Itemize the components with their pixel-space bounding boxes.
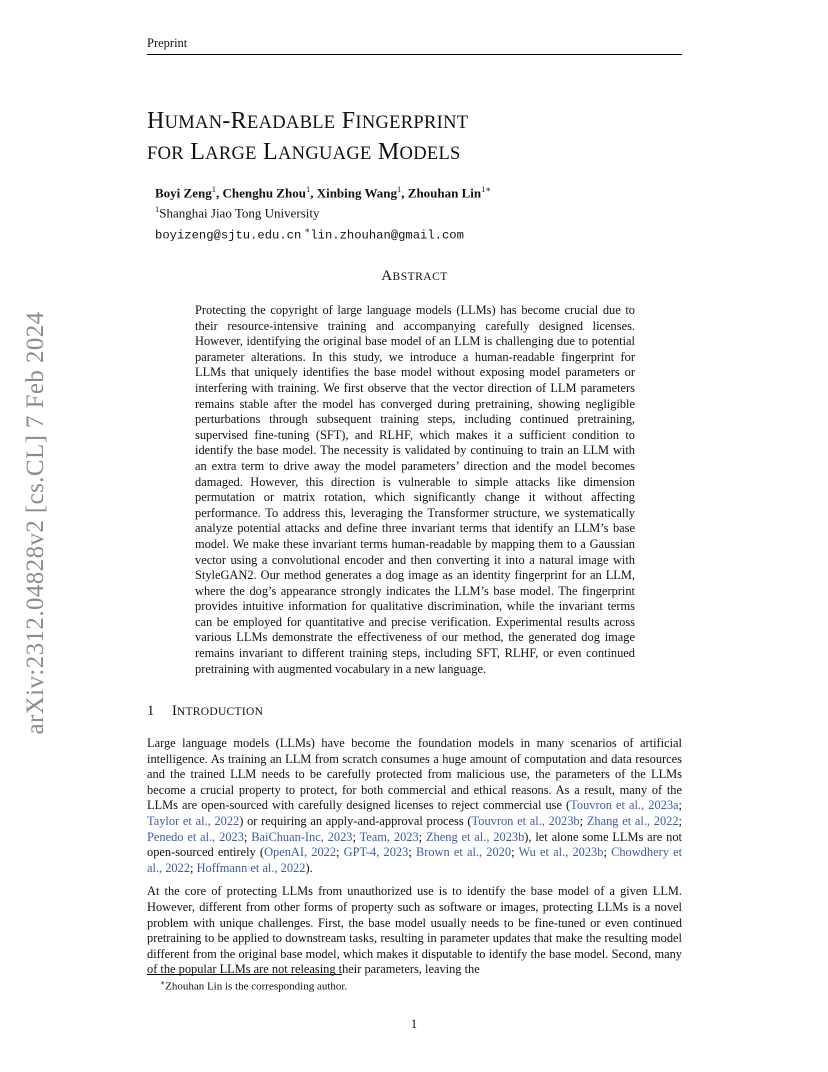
arxiv-identifier-stamp	[20, 295, 52, 750]
citation-link[interactable]: Zheng et al., 2023b	[425, 829, 525, 844]
paragraph-text: ;	[678, 813, 682, 828]
page-number: 1	[410, 1017, 418, 1031]
title-line-2: FOR LARGE LANGUAGE MODELS	[147, 139, 461, 165]
citation-link[interactable]: BaiChuan-Inc, 2023	[251, 829, 353, 844]
footnote: ∗Zhouhan Lin is the corresponding author.	[160, 978, 348, 993]
paragraph-text: ;	[408, 845, 416, 860]
citation-link[interactable]: GPT-4, 2023	[343, 845, 409, 860]
author-name: Xinbing Wang	[316, 185, 398, 201]
citation-link[interactable]: Touvron et al., 2023a	[570, 798, 679, 813]
author-emails: boyizeng@sjtu.edu.cn ∗lin.zhouhan@gmail.com	[155, 224, 464, 242]
arxiv-identifier-text: arXiv:2312.04828v2 [cs.CL] 7 Feb 2024	[22, 310, 49, 735]
author-affiliation: $^1$Shanghai Jiao Tong University	[155, 204, 320, 221]
citation-link[interactable]: Wu et al., 2023b	[518, 845, 604, 860]
paragraph-text: ), let alone some LLMs are not open-sourced entirely (	[147, 829, 682, 860]
introduction-body	[147, 736, 682, 986]
abstract-heading: ABSTRACT	[381, 268, 448, 284]
citation-link[interactable]: Touvron et al., 2023b	[471, 813, 580, 828]
citation-link[interactable]: Zhang et al., 2022	[586, 813, 679, 828]
paragraph-text: Large language models (LLMs) have become the foundation models in many scenarios of artificial intelligence. As training an LLM from scratch consumes a huge amount of computation and data resources and the trained LLM needs to be carefully protected from malicious use, the parameters of the LLMs become a crucial property to protect, for both commercial and ethical reasons. As a result, many of the LLMs are open-sourced with carefully designed licenses to reject commercial use (	[147, 736, 682, 813]
paragraph-text: ;	[336, 845, 344, 860]
email-link[interactable]: lin.zhouhan@gmail.com	[310, 227, 464, 242]
paragraph-text: ;	[190, 860, 197, 875]
citation-link[interactable]: Penedo et al., 2023	[147, 829, 244, 844]
paragraph-text: ;	[243, 829, 252, 844]
paragraph-text: ) or requiring an apply-and-approval process (	[239, 813, 472, 828]
citation-link[interactable]: Brown et al., 2020	[415, 845, 512, 860]
paper-title	[147, 107, 707, 169]
intro-paragraph-2: At the core of protecting LLMs from unauthorized use is to identify the base model of a given LLM. However, different from other forms of property such as software or images, protecting LLMs is a novel problem with unique challenges. First, the base model usually needs to be fine-tuned or even continued pretraining to be applied to downstream tasks, resulting in parameter updates that make the resulting model different from the original base model, which makes it disputable to identify the base model. Second, many of the popular LLMs are not releasing their parameters, leaving the	[147, 884, 682, 977]
citation-link[interactable]: Chowdhery et al., 2022	[147, 845, 683, 875]
author-name: Boyi Zeng	[155, 185, 212, 201]
paragraph-text: ;	[579, 813, 587, 828]
section-heading-introduction: 1 INTRODUCTION	[147, 703, 264, 719]
citation-link[interactable]: Hoffmann et al., 2022	[196, 860, 306, 875]
citation-link[interactable]: Taylor et al., 2022	[147, 813, 240, 828]
paragraph-text: ).	[305, 860, 313, 875]
author-block	[155, 181, 675, 244]
author-names: Boyi Zeng$^1$, Chenghu Zhou$^1$, Xinbing Wang$^1$, Zhouhan Lin$^{1∗}$	[155, 184, 492, 201]
email-link[interactable]: boyizeng@sjtu.edu.cn	[155, 227, 302, 242]
paragraph-text: ;	[418, 829, 426, 844]
citation-link[interactable]: OpenAI, 2022	[264, 845, 337, 860]
paragraph-text: ;	[603, 845, 612, 860]
author-name: Chenghu Zhou	[222, 185, 306, 201]
abstract-text: Protecting the copyright of large language models (LLMs) has become crucial due to their resource-intensive training and accompanying carefully designed licenses. However, identifying the original base model of an LLM is challenging due to potential parameter alterations. In this study, we introduce a human-readable fingerprint for LLMs that uniquely identifies the base model without exposing model parameters or interfering with training. We first observe that the vector direction of LLM parameters remains stable after the model has converged during pretraining, showing negligible perturbations through subsequent training steps, including continued pretraining, supervised fine-tuning (SFT), and RLHF, which makes it a sufficient condition to identify the base model. The necessity is validated by continuing to train an LLM with an extra term to drive away the model parameters’ direction and the model becomes damaged. However, this direction is vulnerable to simple attacks like dimension permutation or matrix rotation, which significantly change it without affecting performance. To address this, leveraging the Transformer structure, we systematically analyze potential attacks and define three invariant terms that identify an LLM’s base model. We make these invariant terms human-readable by mapping them to a Gaussian vector using a convolutional encoder and then converting it into a natural image with StyleGAN2. Our method generates a dog image as an identity fingerprint for an LLM, where the dog’s appearance strongly indicates the LLM’s base model. The fingerprint provides intuitive information for qualitative discrimination, while the invariant terms can be employed for quantitative and precise verification. Experimental results across various LLMs demonstrate the effectiveness of our method, the generated dog image remains invariant to different training steps, including SFT, RLHF, or even continued pretraining with augmented vocabulary in a new language.	[195, 303, 635, 676]
citation-link[interactable]: Team, 2023	[359, 829, 419, 844]
footnote-divider	[147, 974, 342, 975]
paragraph-text: ;	[352, 829, 360, 844]
running-head: Preprint	[147, 36, 682, 55]
title-line-1: HUMAN-READABLE FINGERPRINT	[147, 108, 469, 134]
paragraph-text: ;	[511, 845, 519, 860]
author-name: Zhouhan Lin	[407, 185, 482, 201]
paragraph-text: ;	[678, 798, 682, 813]
intro-paragraph-1	[147, 736, 682, 876]
